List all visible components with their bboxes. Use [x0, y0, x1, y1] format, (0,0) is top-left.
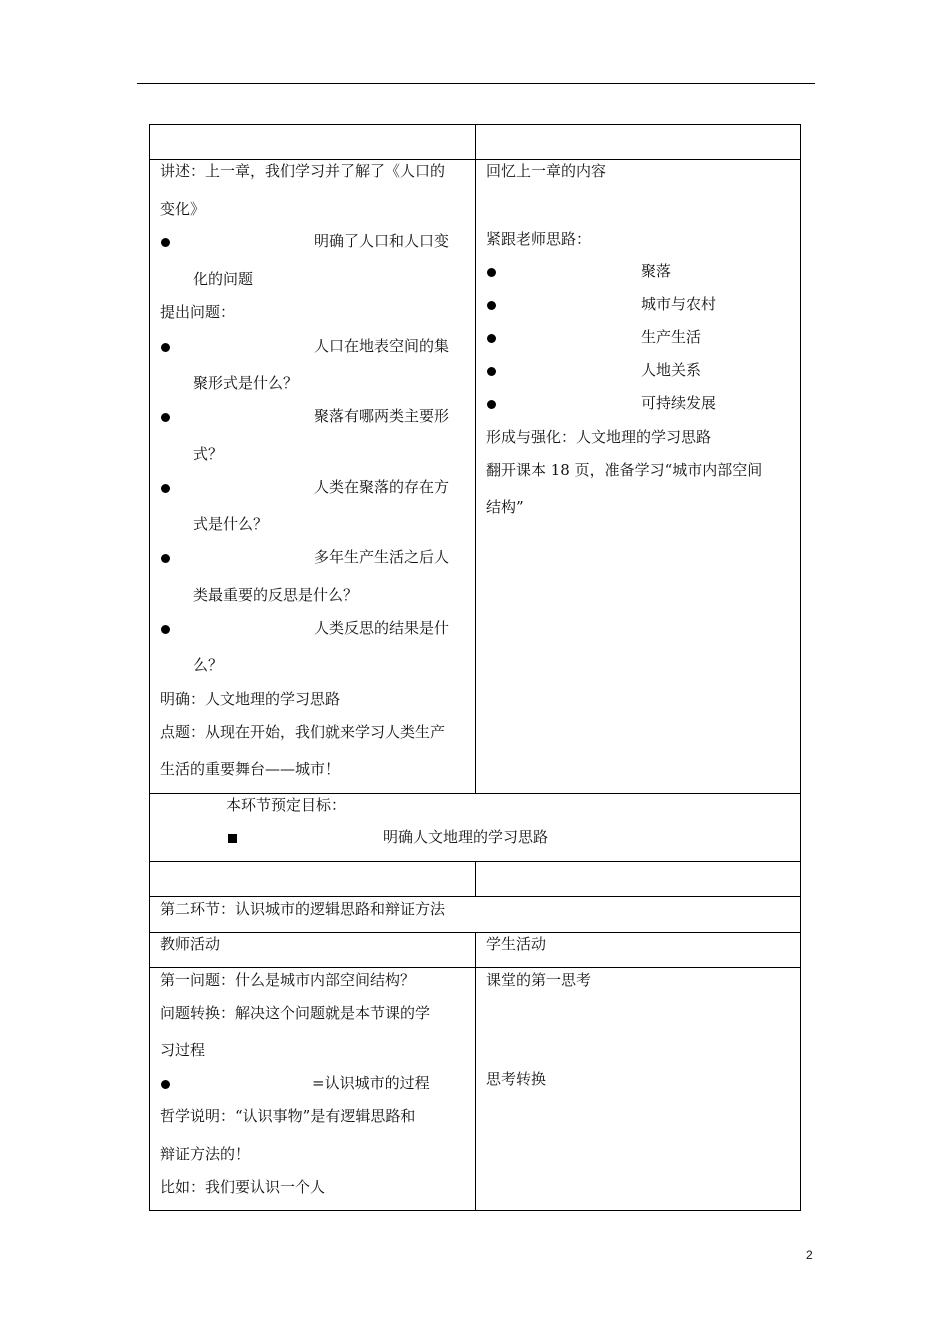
point-line-1: 点题：从现在开始，我们就来学习人类生产 — [160, 723, 446, 741]
student-header-cell — [476, 932, 800, 967]
list-item: 城市与农村 — [641, 295, 717, 313]
teacher-activity-cell — [150, 159, 476, 793]
question-5-line-2: 么？ — [193, 656, 224, 674]
bullet-icon — [161, 625, 170, 634]
bullet-icon — [487, 301, 496, 310]
bullet-icon — [161, 238, 170, 247]
bullet-icon — [161, 554, 170, 563]
table-row-headers — [149, 932, 801, 968]
point-line-2: 生活的重要舞台——城市！ — [160, 760, 341, 778]
form-line: 形成与强化：人文地理的学习思路 — [486, 428, 712, 446]
table-row-section1 — [149, 159, 801, 794]
s2-left-line-1: 第一问题：什么是城市内部空间结构？ — [160, 971, 416, 989]
intro-line-1: 讲述：上一章，我们学习并了解了《人口的 — [160, 162, 446, 180]
goal-title: 本环节预定目标： — [226, 796, 347, 814]
section2-title: 第二环节：认识城市的逻辑思路和辩证方法 — [160, 900, 446, 918]
question-3-line-2: 式是什么？ — [193, 515, 269, 533]
s2-left-line-7: 比如：我们要认识一个人 — [160, 1178, 326, 1196]
intro-line-2: 变化》 — [160, 200, 206, 218]
table-row-section2-title — [149, 896, 801, 933]
bullet-icon — [487, 400, 496, 409]
table-row-section2-content — [149, 967, 801, 1211]
teacher-activity-header: 教师活动 — [160, 935, 221, 953]
student-activity-header: 学生活动 — [486, 935, 547, 953]
teacher-header-cell — [150, 932, 476, 967]
s2-left-line-6: 辩证方法的！ — [160, 1145, 251, 1163]
question-4-line-1: 多年生产生活之后人 — [314, 548, 450, 566]
list-item: 人地关系 — [641, 361, 702, 379]
square-bullet-icon — [228, 834, 237, 843]
question-2-line-1: 聚落有哪两类主要形 — [314, 407, 450, 425]
teacher-activity-cell-2 — [150, 967, 476, 1210]
goal-item: 明确人文地理的学习思路 — [383, 828, 549, 846]
s2-left-line-5: 哲学说明：“认识事物”是有逻辑思路和 — [160, 1107, 416, 1125]
table-row-goal — [149, 793, 801, 862]
question-5-line-1: 人类反思的结果是什 — [314, 619, 450, 637]
student-activity-cell-2 — [476, 967, 800, 1210]
goal-cell — [150, 793, 800, 861]
section2-title-cell — [150, 896, 800, 932]
header-rule — [137, 83, 815, 84]
empty-cell-right — [476, 125, 800, 159]
bullet-icon — [161, 484, 170, 493]
table-row-empty-middle — [149, 861, 801, 897]
empty-cell-left — [150, 861, 476, 896]
question-1-line-2: 聚形式是什么？ — [193, 374, 299, 392]
student-activity-cell — [476, 159, 800, 793]
bullet-1-line-1: 明确了人口和人口变 — [314, 232, 450, 250]
s2-left-line-4: =认识城市的过程 — [312, 1074, 430, 1092]
list-item: 聚落 — [641, 262, 672, 280]
empty-cell-right — [476, 861, 800, 896]
question-2-line-2: 式？ — [193, 445, 224, 463]
s2-left-line-3: 习过程 — [160, 1041, 206, 1059]
question-4-line-2: 类最重要的反思是什么？ — [193, 586, 359, 604]
bullet-icon — [161, 343, 170, 352]
s2-right-line-1: 课堂的第一思考 — [486, 971, 592, 989]
recall-line: 回忆上一章的内容 — [486, 162, 607, 180]
page-number: 2 — [806, 1248, 813, 1262]
table-row-empty-top — [149, 124, 801, 160]
s2-left-line-2: 问题转换：解决这个问题就是本节课的学 — [160, 1004, 431, 1022]
bullet-icon — [161, 413, 170, 422]
question-1-line-1: 人口在地表空间的集 — [314, 337, 450, 355]
bullet-1-line-2: 化的问题 — [193, 270, 254, 288]
empty-cell-left — [150, 125, 476, 159]
bullet-icon — [487, 268, 496, 277]
bullet-icon — [487, 367, 496, 376]
follow-line: 紧跟老师思路： — [486, 230, 592, 248]
bullet-icon — [161, 1080, 170, 1089]
ask-label: 提出问题： — [160, 303, 236, 321]
list-item: 生产生活 — [641, 328, 702, 346]
open-line-1: 翻开课本 18 页，准备学习“城市内部空间 — [486, 461, 763, 479]
clarify-line: 明确：人文地理的学习思路 — [160, 690, 341, 708]
open-line-2: 结构” — [486, 498, 524, 516]
bullet-icon — [487, 334, 496, 343]
question-3-line-1: 人类在聚落的存在方 — [314, 478, 450, 496]
s2-right-line-2: 思考转换 — [486, 1070, 547, 1088]
list-item: 可持续发展 — [641, 394, 717, 412]
